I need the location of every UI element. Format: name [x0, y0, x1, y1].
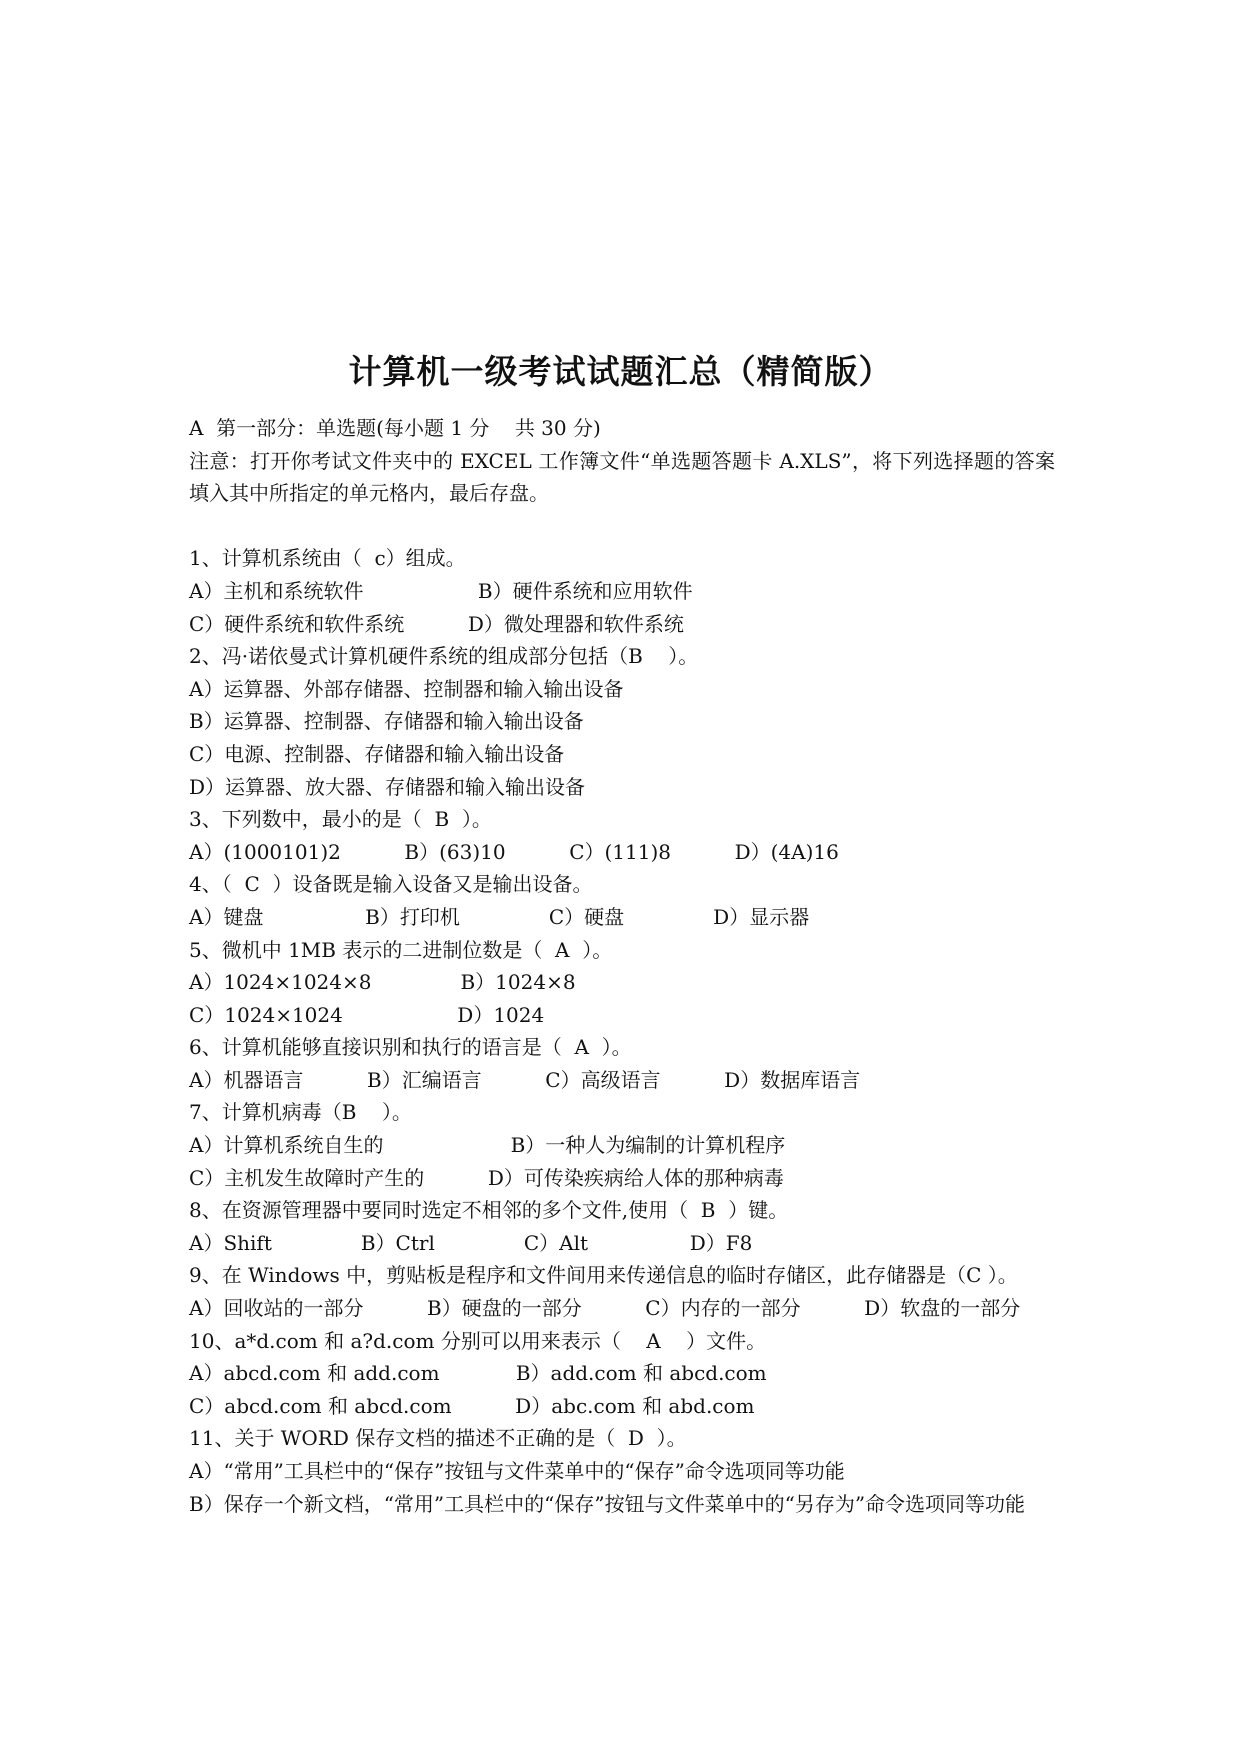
question-line: 8、在资源管理器中要同时选定不相邻的多个文件,使用（ B ）键。 — [189, 1198, 789, 1223]
section-header: A 第一部分：单选题(每小题 1 分 共 30 分) — [189, 416, 601, 440]
option-line: A）计算机系统自生的 B）一种人为编制的计算机程序 — [189, 1133, 786, 1158]
blank-line — [189, 510, 1055, 543]
option-line: A）键盘 B）打印机 C）硬盘 D）显示器 — [189, 904, 810, 929]
option-line: A）“常用”工具栏中的“保存”按钮与文件菜单中的“保存”命令选项同等功能 — [189, 1459, 845, 1483]
option-line: A）1024×1024×8 B）1024×8 — [189, 970, 576, 995]
option-line: C）硬件系统和软件系统 D）微处理器和软件系统 — [189, 611, 684, 636]
question-line: 7、计算机病毒（B ）。 — [189, 1100, 412, 1125]
option-line: A）回收站的一部分 B）硬盘的一部分 C）内存的一部分 D）软盘的一部分 — [189, 1296, 1021, 1321]
document-title: 计算机一级考试试题汇总（精简版） — [348, 352, 893, 391]
option-line: A）abcd.com 和 add.com B）add.com 和 abcd.com — [189, 1361, 767, 1386]
option-line: C）1024×1024 D）1024 — [189, 1002, 545, 1027]
question-line: 10、a*d.com 和 a?d.com 分别可以用来表示（ A ）文件。 — [189, 1328, 767, 1353]
option-line: D）运算器、放大器、存储器和输入输出设备 — [189, 774, 586, 799]
question-line: 2、冯·诺依曼式计算机硬件系统的组成部分包括（B ）。 — [189, 644, 699, 669]
option-line: B）运算器、控制器、存储器和输入输出设备 — [189, 709, 584, 734]
question-line: 5、微机中 1MB 表示的二进制位数是（ A ）。 — [189, 937, 613, 962]
question-line: 1、计算机系统由（ c）组成。 — [189, 546, 466, 571]
notice-paragraph: 注意：打开你考试文件夹中的 EXCEL 工作簿文件“单选题答题卡 A.XLS”，将下列选择题的答案填入其中所指定的单元格内，最后存盘。 — [189, 448, 1055, 506]
option-line: A）运算器、外部存储器、控制器和输入输出设备 — [189, 676, 624, 701]
option-line: A）机器语言 B）汇编语言 C）高级语言 D）数据库语言 — [189, 1067, 861, 1092]
option-line: C）abcd.com 和 abcd.com D）abc.com 和 abd.com — [189, 1393, 755, 1418]
option-line: A）Shift B）Ctrl C）Alt D）F8 — [189, 1230, 753, 1255]
option-line: A）主机和系统软件 B）硬件系统和应用软件 — [189, 578, 693, 603]
question-line: 11、关于 WORD 保存文档的描述不正确的是（ D ）。 — [189, 1426, 687, 1451]
option-line: C）主机发生故障时产生的 D）可传染疾病给人体的那种病毒 — [189, 1165, 784, 1190]
document-body — [189, 412, 1055, 1520]
question-9: 9、在 Windows 中，剪贴板是程序和文件间用来传递信息的临时存储区，此存储器是（C ）。 — [189, 1263, 1018, 1288]
option-line-wrapped: B）保存一个新文档，“常用”工具栏中的“保存”按钮与文件菜单中的“另存为”命令选项同等功能 — [189, 1491, 1026, 1516]
question-line: 4、（ C ）设备既是输入设备又是输出设备。 — [189, 872, 593, 897]
option-line: C）电源、控制器、存储器和输入输出设备 — [189, 741, 565, 766]
question-line: 3、下列数中，最小的是（ B ）。 — [189, 807, 492, 832]
option-line: A）(1000101)2 B）(63)10 C）(111)8 D）(4A)16 — [189, 839, 839, 864]
question-line: 6、计算机能够直接识别和执行的语言是（ A ）。 — [189, 1035, 632, 1060]
